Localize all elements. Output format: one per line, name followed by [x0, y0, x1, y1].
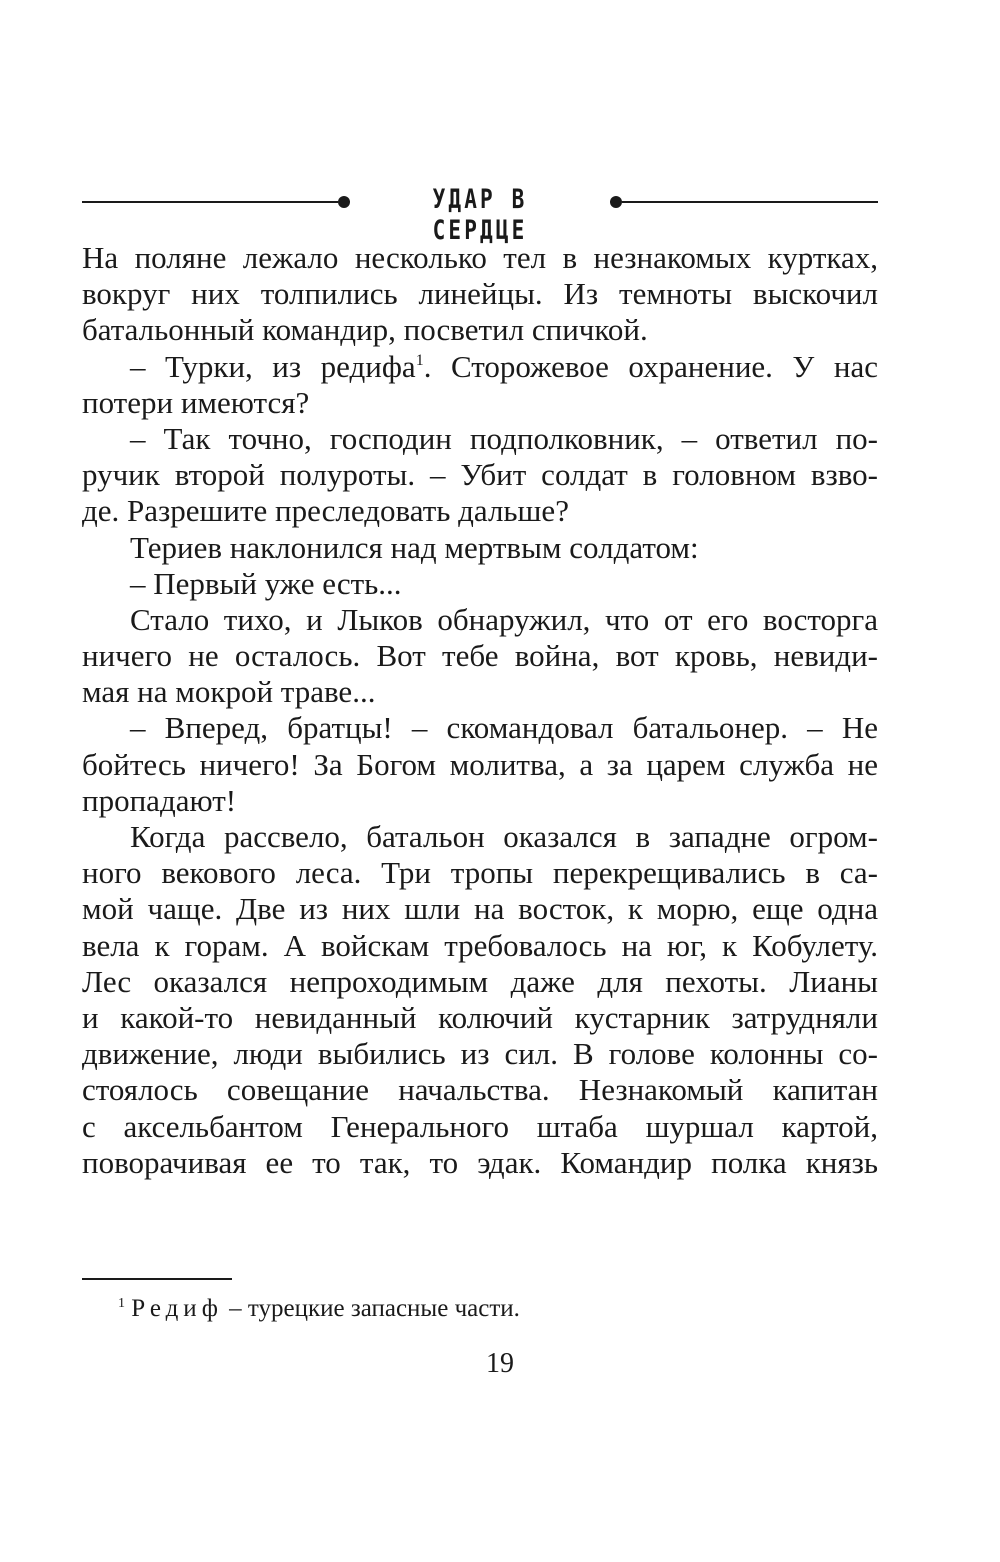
header-bullet-right [610, 196, 622, 208]
text-line: Стало тихо, и Лыков обнаружил, что от его восторга [130, 601, 878, 637]
text-line: де. Разрешите преследовать дальше? [82, 493, 569, 529]
text-line: Териев наклонился над мертвым солдатом: [130, 529, 699, 565]
running-title: УДАР В СЕРДЦЕ [432, 184, 528, 246]
text-line: вокруг них толпились линейцы. Из темноты выскочил [82, 276, 878, 312]
footnote-rule [82, 1278, 232, 1280]
text-fragment: . Сторожевое охранение. У нас [423, 348, 878, 384]
text-fragment: – Турки, из редифа [130, 348, 416, 384]
text-line: стоялось совещание начальства. Незнакомый капитан [82, 1072, 878, 1108]
text-line: пропадают! [82, 782, 237, 818]
footnote-marker: 1 [118, 1296, 125, 1311]
body-text [82, 240, 878, 1181]
header-rule-right [622, 201, 878, 203]
text-line: вела к горам. А войскам требовалось на юг, к Кобулету. [82, 927, 878, 963]
footnote [118, 1294, 520, 1328]
text-line: – Так точно, господин подполковник, – ответил по- [130, 420, 878, 456]
text-line: бойтесь ничего! За Богом молитва, а за царем служба не [82, 746, 878, 782]
text-line: с аксельбантом Генерального штаба шуршал картой, [82, 1108, 878, 1144]
text-line: ного векового леса. Три тропы перекрещивались в са- [82, 855, 878, 891]
text-line-with-footnote-ref [82, 349, 878, 385]
text-line: батальонный командир, посветил спичкой. [82, 312, 648, 348]
text-line: потери имеются? [82, 384, 310, 420]
header-bullet-left [338, 196, 350, 208]
text-line: – Вперед, братцы! – скомандовал батальонер. – Не [130, 710, 878, 746]
text-line: и какой-то невиданный колючий кустарник затрудняли [82, 999, 878, 1035]
page-number: 19 [486, 1348, 514, 1379]
text-line: Когда рассвело, батальон оказался в западне огром- [130, 819, 878, 854]
header-rule-left [82, 201, 338, 203]
text-line: мая на мокрой траве... [82, 674, 376, 710]
text-line: – Первый уже есть... [130, 565, 402, 601]
text-line: мой чаще. Две из них шли на восток, к морю, еще одна [82, 891, 878, 927]
text-line: Лес оказался непроходимым даже для пехоты. Лианы [82, 963, 878, 999]
footnote-text: – турецкие запасные части. [222, 1295, 520, 1322]
footnote-reference: 1 [415, 351, 424, 369]
text-line: На поляне лежало несколько тел в незнакомых куртках, [82, 240, 878, 275]
text-line: поворачивая ее то так, то эдак. Командир полка князь [82, 1144, 878, 1180]
text-line: ничего не осталось. Вот тебе война, вот кровь, невиди- [82, 638, 878, 674]
text-line: ручик второй полуроты. – Убит солдат в головном взво- [82, 457, 878, 493]
footnote-term: Редиф [131, 1295, 223, 1322]
running-header [82, 182, 878, 246]
text-line: движение, люди выбились из сил. В голове колонны со- [82, 1036, 878, 1072]
